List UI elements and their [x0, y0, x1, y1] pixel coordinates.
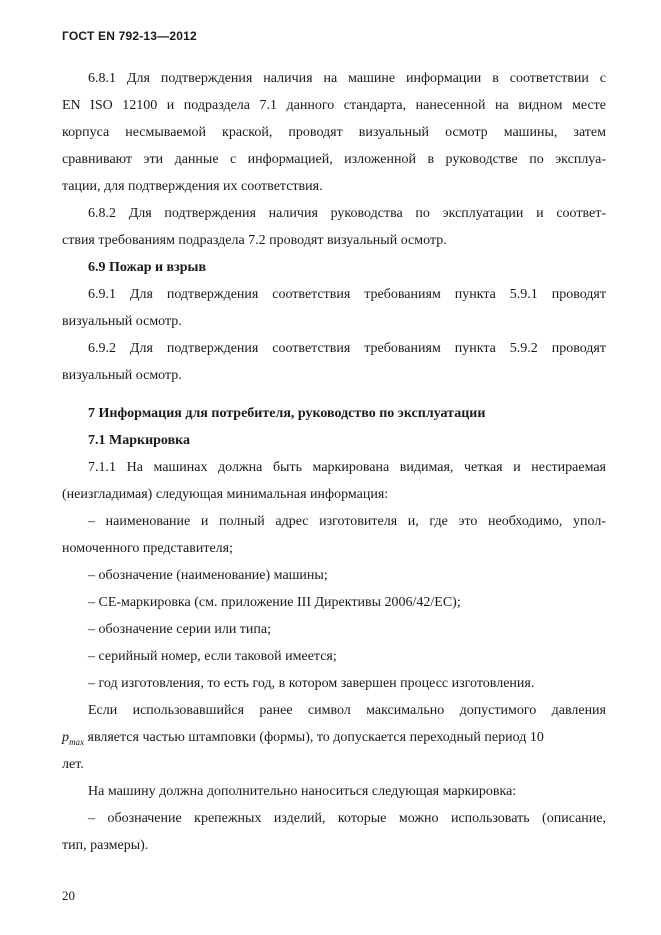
- text-line: 6.9.2 Для подтверждения соответствия требованиям пункта 5.9.2 проводят: [88, 341, 606, 356]
- list-item-continuation: номоченного представителя;: [62, 541, 233, 556]
- document-header: ГОСТ EN 792-13—2012: [62, 29, 197, 43]
- text-line: Если использовавшийся ранее символ максимально допустимого давления: [88, 703, 606, 718]
- list-item: – обозначение (наименование) машины;: [88, 568, 328, 583]
- text-line: визуальный осмотр.: [62, 368, 182, 383]
- list-item: – обозначение крепежных изделий, которые можно использовать (описание,: [88, 811, 606, 826]
- text-line: На машину должна дополнительно наноситься следующая маркировка:: [88, 784, 517, 799]
- list-item: – наименование и полный адрес изготовителя и, где это необходимо, упол-: [88, 514, 606, 529]
- text-line: 6.8.1 Для подтверждения наличия на машине информации в соответствии с: [88, 71, 606, 86]
- text-line: сравнивают эти данные с информацией, изложенной в руководстве по эксплуа-: [62, 152, 606, 167]
- text-line: корпуса несмываемой краской, проводят визуальный осмотр машины, затем: [62, 125, 606, 140]
- list-item: – обозначение серии или типа;: [88, 622, 272, 637]
- list-item: – год изготовления, то есть год, в котором завершен процесс изготовления.: [88, 676, 535, 691]
- pmax-symbol: $p_{max}$: [62, 730, 84, 747]
- list-item: – серийный номер, если таковой имеется;: [88, 649, 337, 664]
- text-line: EN ISO 12100 и подраздела 7.1 данного стандарта, нанесенной на видном месте: [62, 98, 606, 113]
- text-line: 7.1.1 На машинах должна быть маркирована видимая, четкая и нестираемая: [88, 460, 606, 475]
- text-line: 6.9.1 Для подтверждения соответствия требованиям пункта 5.9.1 проводят: [88, 287, 606, 302]
- list-item-continuation: тип, размеры).: [62, 838, 149, 853]
- text-line: ствия требованиям подраздела 7.2 проводят визуальный осмотр.: [62, 233, 447, 248]
- text-line: лет.: [62, 757, 84, 772]
- chapter-heading: 7 Информация для потребителя, руководство по эксплуатации: [88, 406, 486, 421]
- section-heading: 6.9 Пожар и взрыв: [88, 260, 207, 275]
- page-number: 20: [62, 888, 75, 903]
- section-heading: 7.1 Маркировка: [88, 433, 190, 448]
- text-line: $p_{max}$ является частью штамповки (формы), то допускается переходный период 10: [62, 730, 544, 747]
- list-item: – CE-маркировка (см. приложение III Директивы 2006/42/ЕС);: [88, 595, 461, 610]
- text-line: визуальный осмотр.: [62, 314, 182, 329]
- text-line: тации, для подтверждения их соответствия.: [62, 179, 323, 194]
- text-line: (неизгладимая) следующая минимальная информация:: [62, 487, 389, 502]
- text-line: 6.8.2 Для подтверждения наличия руководства по эксплуатации и соответ-: [88, 206, 606, 221]
